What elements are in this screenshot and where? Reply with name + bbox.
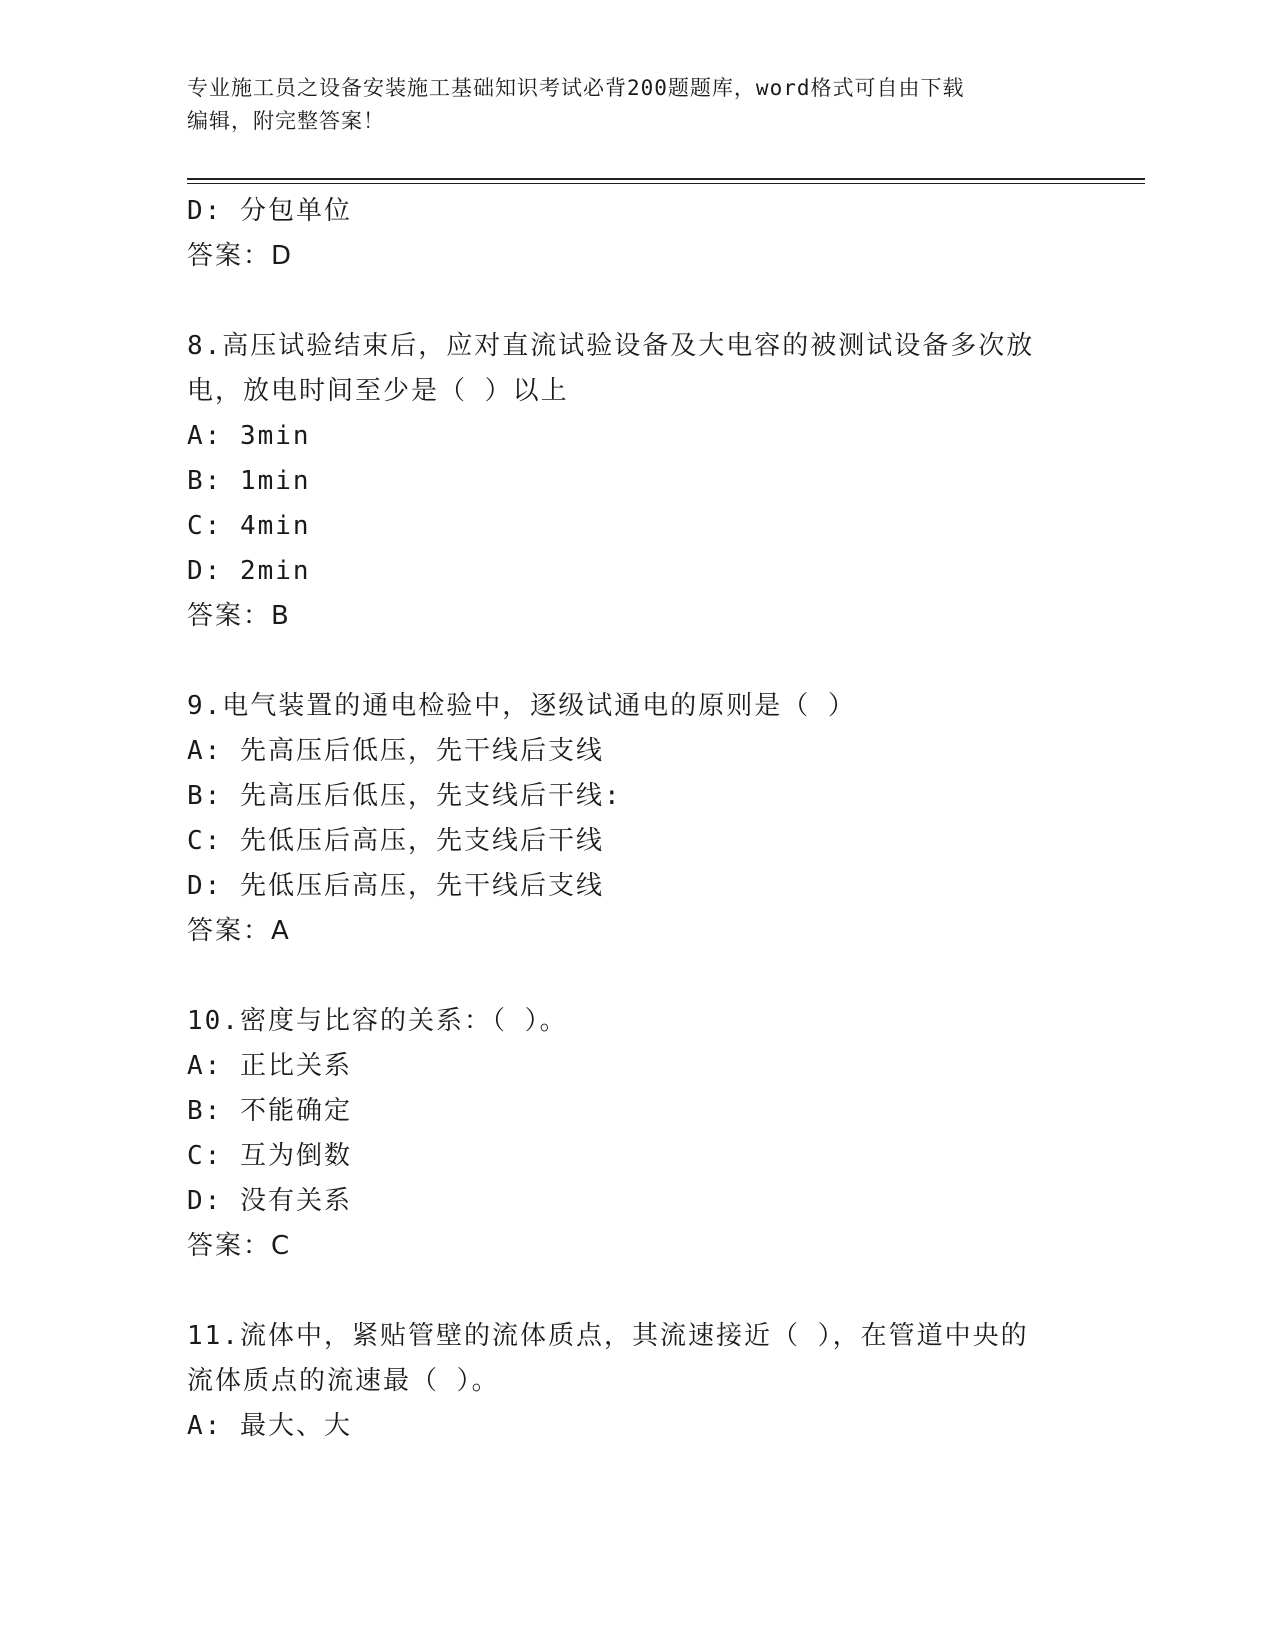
option-a: A: 正比关系 [187, 1051, 352, 1081]
option-c: C: 4min [187, 511, 311, 541]
option-c: C: 先低压后高压，先支线后干线 [187, 826, 604, 856]
question-8 [187, 324, 1087, 639]
question-list [187, 189, 1087, 1449]
option-a: A: 最大、大 [187, 1411, 352, 1441]
question-stem: 电，放电时间至少是（ ）以上 [187, 376, 569, 406]
option-b: B: 1min [187, 466, 311, 496]
option-b: B: 不能确定 [187, 1096, 352, 1126]
header-title-line-1: 专业施工员之设备安装施工基础知识考试必背200题题库，word格式可自由下载 [187, 76, 965, 100]
question-10 [187, 999, 1087, 1269]
option-d: D: 分包单位 [187, 196, 352, 226]
option-d: D: 没有关系 [187, 1186, 352, 1216]
option-d: D: 先低压后高压，先干线后支线 [187, 871, 604, 901]
question-stem: 流体质点的流速最（ ）。 [187, 1366, 500, 1396]
option-c: C: 互为倒数 [187, 1141, 352, 1171]
answer-line: 答案：A [187, 916, 291, 946]
header-divider-thick [187, 178, 1145, 180]
header-divider-thin [187, 183, 1145, 184]
option-b: B: 先高压后低压，先支线后干线: [187, 781, 622, 811]
question-stem: 10.密度与比容的关系：（ ）。 [187, 1006, 568, 1036]
option-d: D: 2min [187, 556, 311, 586]
question-9 [187, 684, 1087, 954]
answer-line: 答案：B [187, 601, 291, 631]
option-a: A: 先高压后低压，先干线后支线 [187, 736, 604, 766]
question-stem: 8.高压试验结束后，应对直流试验设备及大电容的被测试设备多次放 [187, 331, 1035, 361]
option-a: A: 3min [187, 421, 311, 451]
document-header [187, 72, 1077, 138]
header-title-line-2: 编辑，附完整答案！ [187, 109, 385, 133]
question-11 [187, 1314, 1087, 1449]
question-stem: 9.电气装置的通电检验中，逐级试通电的原则是（ ） [187, 691, 856, 721]
answer-line: 答案：C [187, 1231, 292, 1261]
answer-line: 答案：D [187, 241, 294, 271]
question-stem: 11.流体中，紧贴管壁的流体质点，其流速接近（ ），在管道中央的 [187, 1321, 1029, 1351]
